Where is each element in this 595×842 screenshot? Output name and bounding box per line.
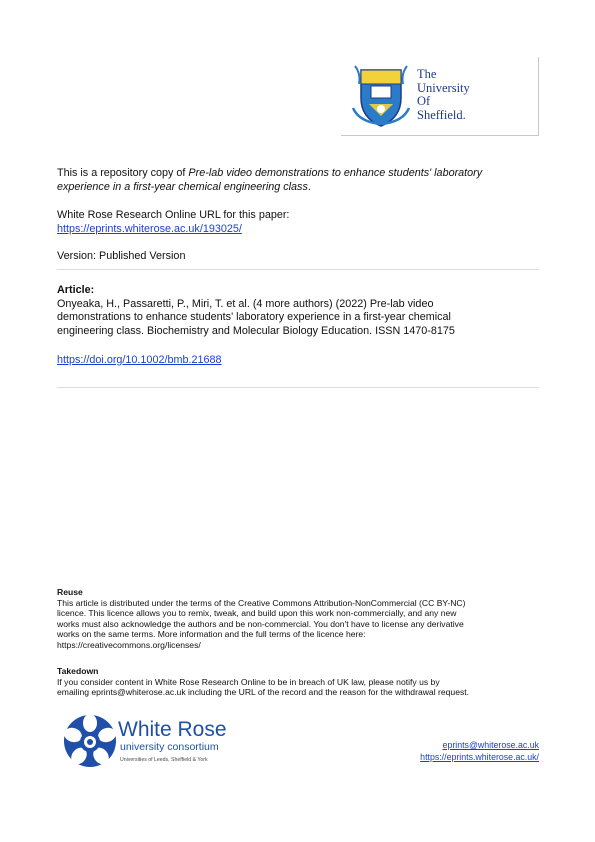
divider [57,269,539,270]
site-link[interactable]: https://eprints.whiterose.ac.uk/ [420,751,539,762]
takedown-heading: Takedown [57,666,99,676]
paper-title: Pre-lab video demonstrations to enhance students' laboratory [188,167,483,179]
reuse-heading: Reuse [57,587,83,597]
takedown-line: If you consider content in White Rose Research Online to be in breach of UK law, please notify us by [57,676,440,687]
reuse-line: This article is distributed under the terms of the Creative Commons Attribution-NonCommercial (CC BY-NC) [57,597,466,608]
version-text: Version: Published Version [57,250,186,262]
university-crest-icon [351,64,411,128]
url-label: White Rose Research Online URL for this paper: [57,209,290,221]
university-name-line: The [417,67,437,81]
white-rose-members: Universities of Leeds, Sheffield & York [120,757,208,763]
reuse-line: works on the same terms. More information and the full terms of the licence here: [57,629,366,639]
url-section [57,209,289,236]
reuse-line: licence. This licence allows you to remix, tweak, and build upon this work non-commercially, and any new [57,608,457,618]
reuse-line: works must also acknowledge the authors and be non-commercial. You don't have to license any derivative [57,618,464,629]
email-link[interactable]: eprints@whiterose.ac.uk [442,740,539,750]
article-section [57,284,539,338]
citation-line: Onyeaka, H., Passaretti, P., Miri, T. et al. (4 more authors) (2022) Pre-lab video [57,297,434,310]
intro-prefix: This is a repository copy of [57,167,189,179]
article-heading: Article: [57,284,95,296]
doi-link[interactable]: https://doi.org/10.1002/bmb.21688 [57,354,222,366]
paper-title-cont: experience in a first-year chemical engineering class [57,180,308,193]
repository-copy-intro [57,167,539,194]
divider [57,387,539,388]
reuse-section [57,587,537,650]
citation-line: demonstrations to enhance students' laboratory experience in a first-year chemical [57,311,451,323]
takedown-section [57,666,537,698]
doi-row [57,354,221,368]
takedown-line: emailing eprints@whiterose.ac.uk including the URL of the record and the reason for the withdrawal request. [57,687,470,697]
white-rose-subtitle: university consortium [120,741,219,753]
contact-links [420,740,539,763]
white-rose-icon [62,713,118,769]
university-name-line: Sheffield. [417,107,466,122]
reuse-line: https://creativecommons.org/licenses/ [57,639,201,650]
intro-suffix: . [307,180,311,193]
university-name-line: Of [417,94,431,108]
paper-url-link[interactable]: https://eprints.whiterose.ac.uk/193025/ [57,222,242,235]
citation-line: engineering class. Biochemistry and Molecular Biology Education. ISSN 1470-8175 [57,324,455,337]
university-name [417,68,470,122]
white-rose-title: White Rose [118,718,227,741]
university-name-line: University [417,80,470,95]
